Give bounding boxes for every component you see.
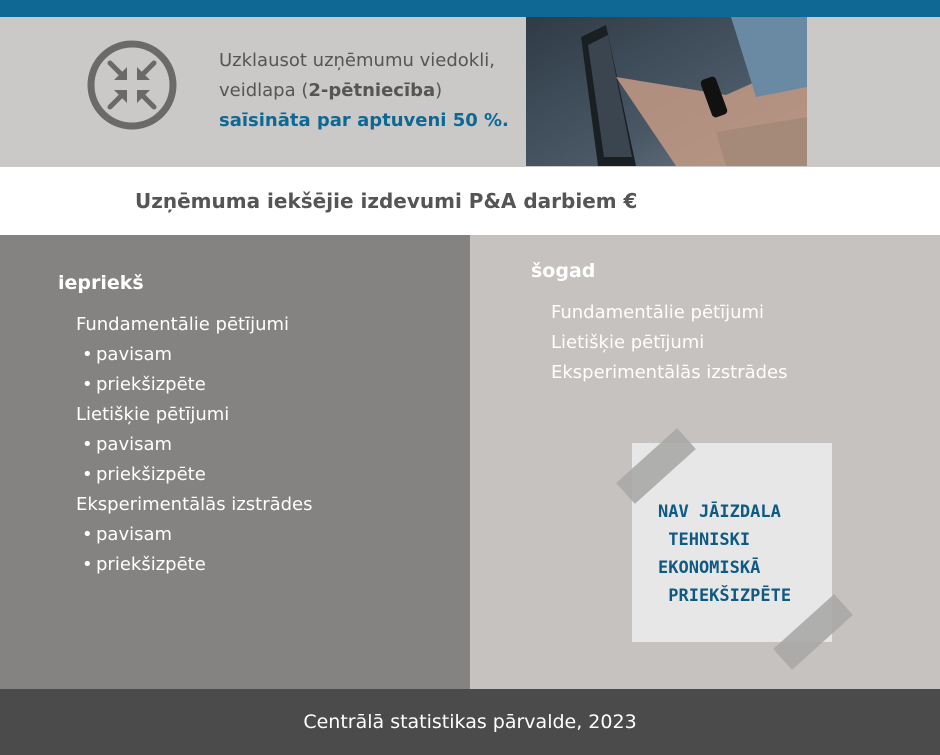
- intro-line-2: veidlapa (2-pētniecība): [219, 80, 443, 101]
- list-sub-item: • pavisam: [82, 434, 173, 455]
- previous-title: iepriekš: [58, 272, 144, 294]
- intro-text: [219, 46, 519, 136]
- sticky-note-text: [658, 498, 791, 610]
- intro-section: [0, 17, 940, 167]
- footer-source: Centrālā statistikas pārvalde, 2023: [303, 711, 637, 733]
- list-sub-item: • pavisam: [82, 344, 173, 365]
- list-sub-item: • priekšizpēte: [82, 464, 206, 485]
- note-line: PRIEKŠIZPĒTE: [658, 586, 792, 606]
- note-line: NAV JĀIZDALA: [658, 502, 781, 522]
- list-sub-item: • priekšizpēte: [82, 554, 206, 575]
- list-sub-item: • priekšizpēte: [82, 374, 206, 395]
- current-list: [551, 298, 788, 388]
- list-sub-item: • pavisam: [82, 524, 173, 545]
- current-title: šogad: [531, 260, 596, 282]
- list-item: Lietišķie pētījumi: [76, 404, 230, 425]
- list-item: Lietišķie pētījumi: [551, 332, 705, 353]
- list-item: Fundamentālie pētījumi: [551, 302, 765, 323]
- note-line: EKONOMISKĀ: [658, 558, 761, 578]
- form-name: 2-pētniecība: [308, 80, 436, 101]
- list-item: Eksperimentālās izstrādes: [76, 494, 313, 515]
- list-item: Eksperimentālās izstrādes: [551, 362, 788, 383]
- top-accent-bar: [0, 0, 940, 17]
- compress-arrows-icon: [86, 39, 178, 131]
- intro-line-1: Uzklausot uzņēmumu viedokli,: [219, 50, 495, 71]
- laptop-photo: [526, 17, 807, 166]
- heading-band: [0, 167, 940, 235]
- section-heading: Uzņēmuma iekšējie izdevumi P&A darbiem €: [135, 189, 638, 213]
- previous-panel: [0, 235, 470, 689]
- intro-line-3: saīsināta par aptuveni 50 %.: [219, 110, 509, 131]
- current-panel: [470, 235, 940, 689]
- list-item: Fundamentālie pētījumi: [76, 314, 290, 335]
- footer: [0, 689, 940, 755]
- note-line: TEHNISKI: [658, 530, 751, 550]
- previous-list: [76, 310, 313, 580]
